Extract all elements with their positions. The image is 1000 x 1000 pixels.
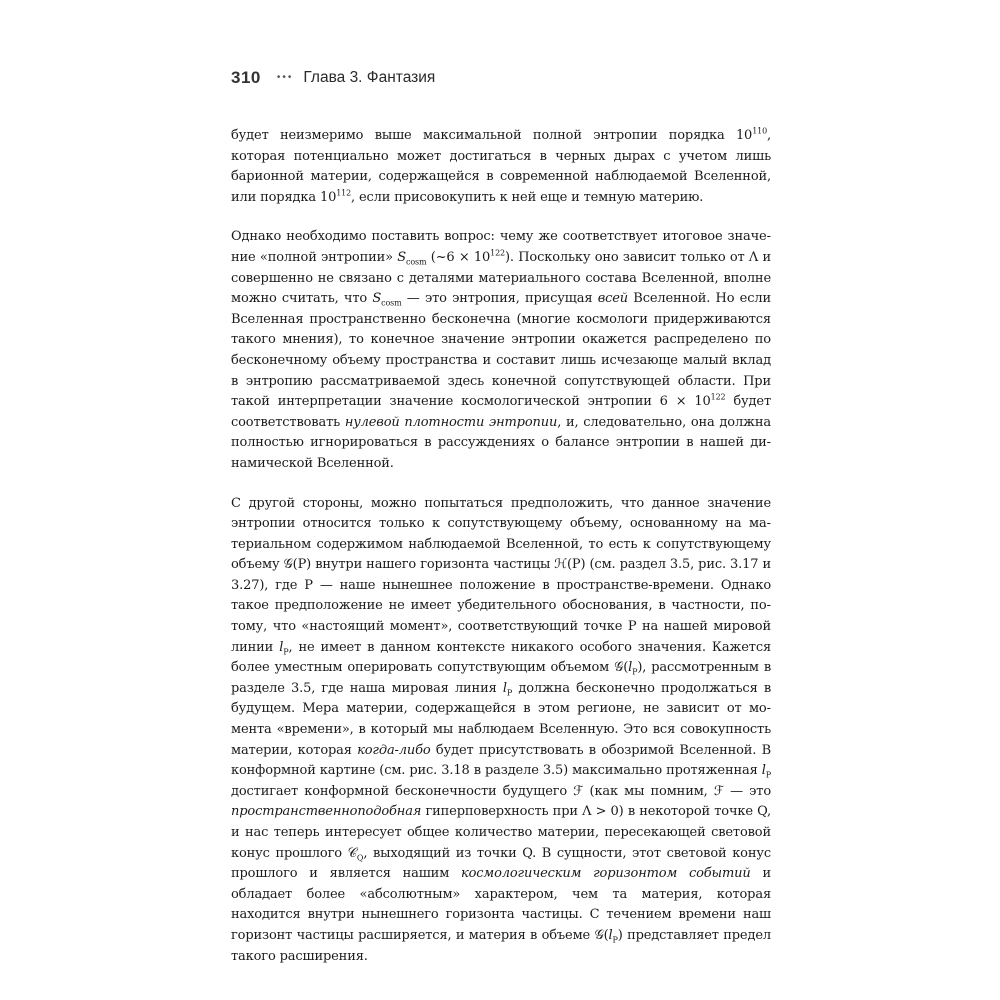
text-run: , и, следовательно, она должна полностью игнорироваться в рассуждениях о балансе энтропии в нашей динамической Вселенной. [231, 414, 771, 471]
text-run: ), рассмотренным в разделе 3.5, где наша мировая линия [231, 660, 772, 696]
text-run: и обладает более «абсолютным» характером, чем та материя, которая находится внутри нынешнего горизонта частицы. С течением времени наш горизонт частицы расширяется, и материя в объеме 𝒢( [231, 866, 771, 943]
paragraph [231, 227, 771, 474]
text-run: С другой стороны, можно попытаться предположить, что данное значение энтропии относится только к сопутствующему объему, основанному на материальном содержимом наблюдаемой Вселенной, то есть к сопутствующему объему 𝒢(P) внутри нашего горизонта частицы ℋ(P) (см. раздел 3.5, рис. 3.17 и 3.27), где P — наше нынешнее положение в пространстве-времени. Однако такое предположение не имеет убедительного обоснования, в частности, потому, что «настоящий момент», соответствующий точке P на нашей мировой линии [231, 495, 771, 655]
emphasis-text: l [761, 763, 766, 779]
ornament-dots: ••• [276, 71, 294, 83]
text-run: Вселенной. Но если Вселенная пространственно бесконечна (многие космологи придерживаются такого мнения), то конечное значение энтропии окажется распределено по бесконечному объему пространства и составит лишь исчезающе малый вклад в энтропию рассматриваемой здесь конечной сопутствующей области. При такой интерпретации значение космологической энтропии 6 × 10 [231, 291, 771, 410]
text-run: достигает конформной бесконечности будущего ℱ (как мы помним, ℱ — это [231, 783, 771, 799]
subscript: cosm [381, 298, 402, 308]
text-run: будет соответствовать [231, 394, 771, 430]
superscript: 112 [336, 188, 352, 198]
emphasis-text: пространственноподобная [231, 804, 422, 820]
subscript: cosm [406, 257, 427, 267]
emphasis-text: S [397, 249, 407, 265]
emphasis-text: S [372, 291, 382, 307]
text-run: , которая потенциально может достигаться в черных дырах с учетом лишь барионной материи, содержащейся в современной наблюдаемой Вселенной, или порядка 10 [231, 128, 771, 205]
emphasis-text: когда-либо [357, 742, 431, 758]
subscript: P [506, 688, 513, 698]
page-number: 310 [231, 68, 261, 87]
subscript: P [632, 667, 638, 677]
text-run: , выходящий из точки Q. В сущности, этот световой конус прошлого и является нашим [231, 845, 771, 882]
text-run: должна бесконечно продолжаться в будущем. Мера материи, содержащейся в этом регионе, не зависит от момента «времени», в который мы наблюдаем Вселенную. Это вся совокупность материи, которая [231, 680, 772, 758]
subscript: P [612, 935, 618, 945]
emphasis-text: всей [597, 291, 629, 307]
text-run: — это энтропия, присущая [401, 291, 598, 307]
emphasis-text: l [502, 680, 507, 696]
text-run: будет неизмеримо выше максимальной полной энтропии порядка 10 [231, 128, 753, 143]
subscript: P [765, 770, 771, 780]
emphasis-text: l [608, 927, 613, 943]
emphasis-text: l [628, 660, 633, 676]
text-run: , не имеет в данном контексте никакого особого значения. Кажется более уместным оперировать сопутствующим объемом 𝒢( [231, 639, 772, 676]
text-run: , если присовокупить к ней еще и темную материю. [351, 189, 704, 205]
running-head [231, 68, 435, 88]
emphasis-text: космологическим горизонтом событий [461, 866, 751, 882]
chapter-title: Глава 3. Фантазия [303, 69, 436, 86]
subscript: P [283, 647, 289, 657]
superscript: 122 [710, 392, 726, 402]
body-text [231, 126, 771, 967]
subscript: Q [356, 853, 364, 863]
paragraph [231, 494, 771, 968]
text-run: ). Поскольку оно зависит только от Λ и совершенно не связано с деталями материального состава Вселенной, вполне можно считать, что [231, 249, 772, 307]
text-run: гиперповерхность при Λ > 0) в некоторой точке Q, и нас теперь интересует общее количество материи, пересекающей световой конус прошлого 𝒞 [231, 804, 771, 861]
text-run: Однако необходимо поставить вопрос: чему же соответствует итоговое значение «полной энтропии» [231, 229, 771, 265]
superscript: 110 [752, 126, 768, 136]
superscript: 122 [490, 248, 505, 258]
emphasis-text: l [279, 639, 284, 655]
text-run: будет присутствовать в обозримой Вселенной. В конформной картине (см. рис. 3.18 в разделе 3.5) максимально протяженная [231, 742, 771, 779]
emphasis-text: нулевой плотности энтропии [344, 414, 558, 430]
paragraph [231, 126, 771, 208]
text-run: ) представляет предел такого расширения. [231, 927, 771, 964]
text-run: (~6 × 10 [426, 249, 491, 265]
